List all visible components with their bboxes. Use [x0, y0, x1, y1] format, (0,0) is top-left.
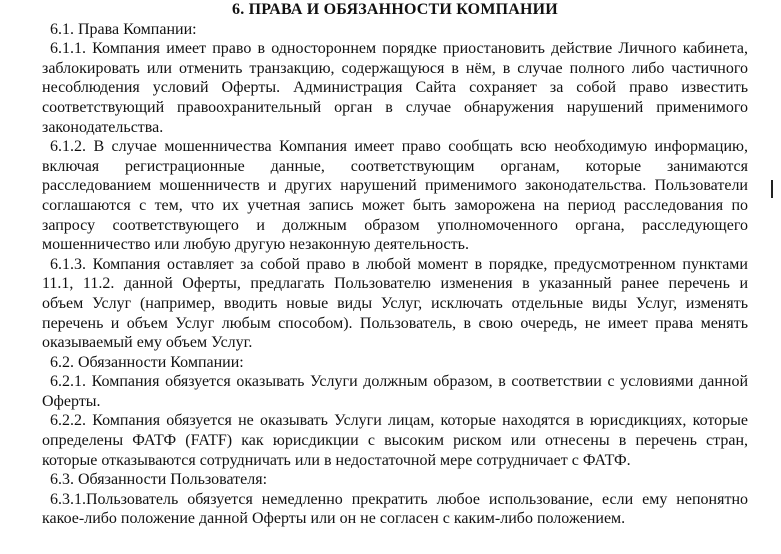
- text-line: заблокировать или отменить транзакцию, содержащуюся в нём, в случае полного либо частичного: [42, 59, 748, 77]
- text-line: включая регистрационные данные, соответствующим органам, которые занимаются: [42, 157, 748, 175]
- text-line: какое-либо положение данной Оферты или он не согласен с каким-либо положением.: [42, 510, 626, 528]
- text-line: Оферты.: [42, 392, 101, 410]
- scroll-marker: [771, 180, 773, 198]
- text-line: перечень и объем Услуг любым способом). Пользователь, в свою очередь, не имеет права менять: [42, 314, 748, 332]
- text-line: 6.1.2. В случае мошенничества Компания имеет право сообщать всю необходимую информацию,: [50, 138, 748, 156]
- text-line: соглашаются с тем, что их учетная запись может быть заморожена на период расследования по: [42, 196, 748, 214]
- document-page: [42, 0, 748, 529]
- section-heading: 6. ПРАВА И ОБЯЗАННОСТИ КОМПАНИИ: [232, 1, 558, 18]
- text-line: соответствующий правоохранительный орган в случае обнаружения нарушений применимого: [42, 98, 748, 116]
- text-line: 6.2.2. Компания обязуется не оказывать Услуги лицам, которые находятся в юрисдикциях, которые: [50, 412, 748, 430]
- text-line: 6.1. Права Компании:: [50, 20, 197, 38]
- text-line: объем Услуг (например, вводить новые виды Услуг, исключать отдельные виды Услуг, изменять: [42, 294, 748, 312]
- text-line: 6.2.1. Компания обязуется оказывать Услуги должным образом, в соответствии с условиями данной: [50, 373, 748, 391]
- text-line: законодательства.: [42, 118, 164, 136]
- text-line: 11.1, 11.2. данной Оферты, предлагать Пользователю изменения в указанный ранее перечень и: [42, 275, 748, 293]
- text-line: оказываемый ему объем Услуг.: [42, 334, 253, 352]
- text-line: мошенничество или любую другую незаконную деятельность.: [42, 236, 469, 254]
- text-line: 6.3. Обязанности Пользователя:: [50, 471, 268, 489]
- text-line: 6.2. Обязанности Компании:: [50, 353, 244, 371]
- document-body: [42, 20, 748, 529]
- text-line: расследованием мошенничеств и других нарушений применимого законодательства. Пользователи: [42, 177, 748, 195]
- text-line: запросу соответствующего и должным образом уполномоченного органа, расследующего: [42, 216, 748, 234]
- text-line: 6.1.3. Компания оставляет за собой право в любой момент в порядке, предусмотренном пунктами: [50, 255, 748, 273]
- text-line: определены ФАТФ (FATF) как юрисдикции с высоким риском или отнесены в перечень стран,: [42, 432, 748, 450]
- text-line: которые отказываются сотрудничать или в недостаточной мере сотрудничает с ФАТФ.: [42, 451, 631, 469]
- text-line: 6.3.1.Пользователь обязуется немедленно прекратить любое использование, если ему непонятно: [50, 490, 748, 508]
- text-line: несоблюдения условий Оферты. Администрация Сайта сохраняет за собой право известить: [42, 79, 748, 97]
- text-line: 6.1.1. Компания имеет право в одностороннем порядке приостановить действие Личного кабинета,: [50, 40, 748, 58]
